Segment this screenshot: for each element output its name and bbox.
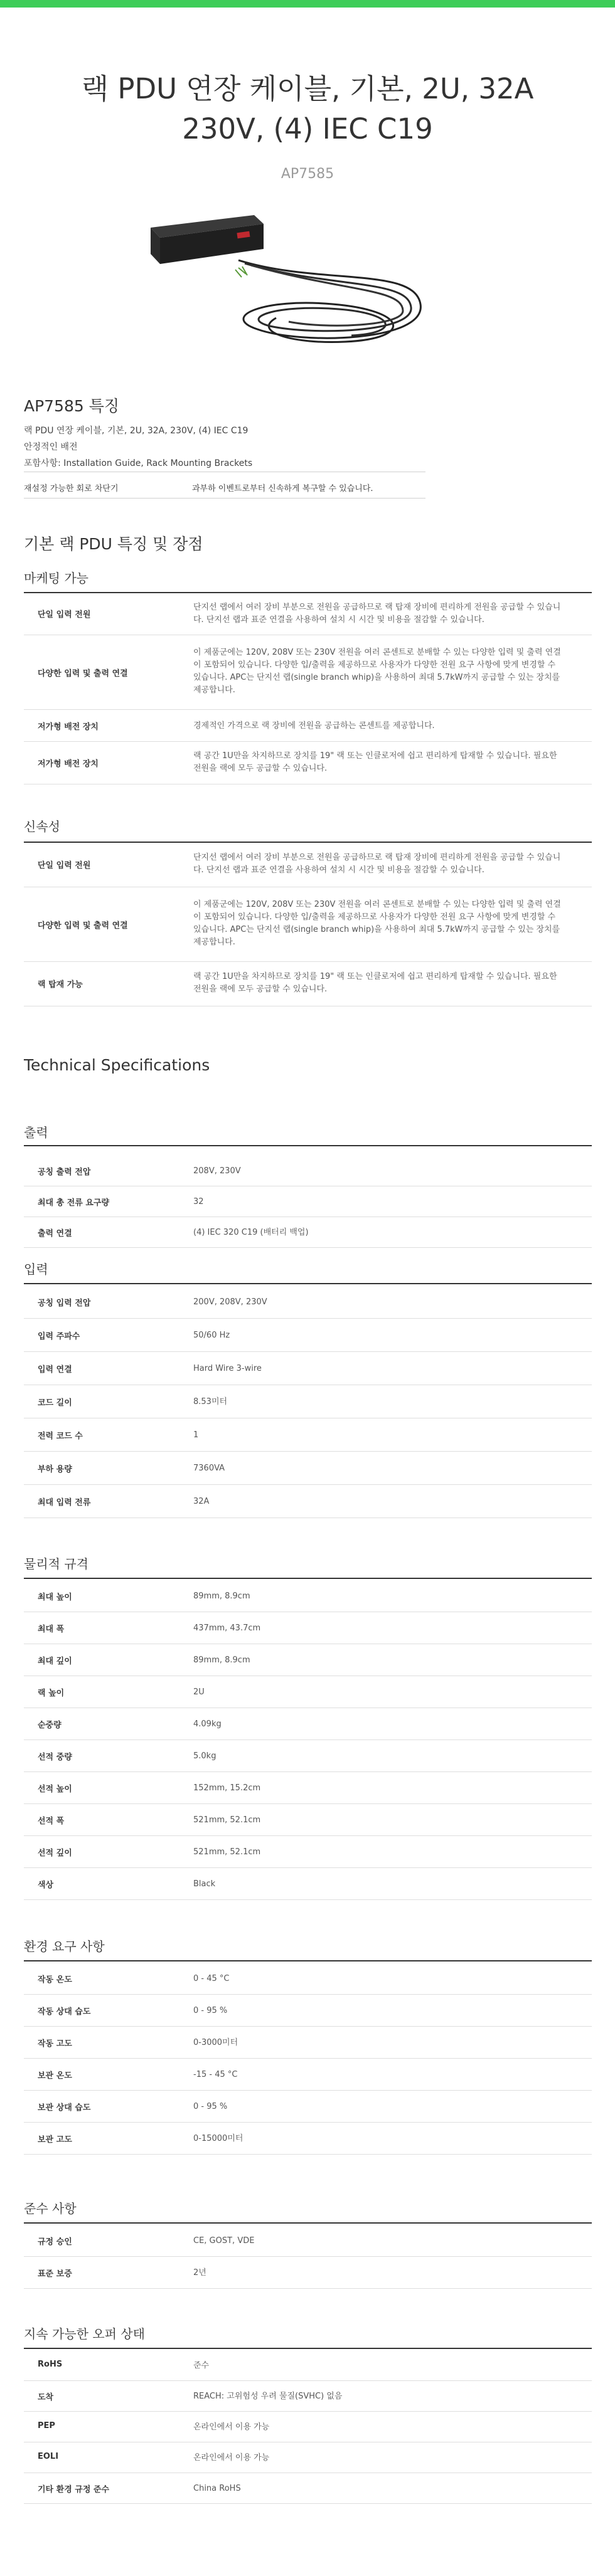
table-row: 선적 깊이 521mm, 52.1cm	[24, 1836, 592, 1868]
table-row: 다양한 입력 및 출력 연결 이 제품군에는 120V, 208V 또는 230V 전원을 여러 콘센트로 분배할 수 있는 다양한 입력 및 출력 연결이 포함되어 있습니다. 다양한 입/출력을 제공하므로 사용자가 다양한 전원 요구 사항에 맞게 변경할 수 있습니다. APC는 단지선 랩(single branch whip)을 사용하여 최대 5.7kW까지 공급할 수 있는 장치를 제공합니다.	[24, 887, 592, 962]
table-row: 랙 높이 2U	[24, 1676, 592, 1708]
table-row: EOLI 온라인에서 이용 가능	[24, 2442, 592, 2473]
table-row: RoHS 준수	[24, 2350, 592, 2381]
table-row: 표준 보증 2년	[24, 2257, 592, 2289]
section-rule	[24, 1960, 592, 1961]
table-row: 선적 중량 5.0kg	[24, 1740, 592, 1772]
top-accent-bar	[0, 0, 615, 8]
sustainable-heading: 지속 가능한 오퍼 상태	[24, 2326, 145, 2341]
section-rule	[24, 2222, 592, 2224]
table-row: 저가형 배전 장치 랙 공간 1U만을 차지하므로 장치를 19" 랙 또는 인클로저에 쉽고 편리하게 탑재할 수 있습니다. 필요한 전원을 랙에 모두 공급할 수 있습니다.	[24, 742, 592, 784]
table-row: 단일 입력 전원 단지선 랩에서 여러 장비 부분으로 전원을 공급하므로 랙 탑재 장비에 편리하게 전원을 공급할 수 있습니다. 단지선 랩과 표준 연결을 사용하여 설치 시 시간 및 비용을 절감할 수 있습니다.	[24, 843, 592, 887]
table-row: 공칭 입력 전압 200V, 208V, 230V	[24, 1285, 592, 1319]
table-row: 순중량 4.09kg	[24, 1708, 592, 1740]
table-row: 최대 깊이 89mm, 8.9cm	[24, 1644, 592, 1676]
table-row: 기타 환경 규정 준수 China RoHS	[24, 2473, 592, 2504]
table-row: 선적 폭 521mm, 52.1cm	[24, 1804, 592, 1836]
features-heading: AP7585 특징	[24, 397, 120, 415]
table-row: 선적 높이 152mm, 15.2cm	[24, 1772, 592, 1804]
table-row: 작동 상대 습도 0 - 95 %	[24, 1995, 592, 2027]
table-row: 보관 온도 -15 - 45 °C	[24, 2059, 592, 2091]
specs-heading: Technical Specifications	[24, 1056, 210, 1074]
table-row: 입력 주파수 50/60 Hz	[24, 1319, 592, 1352]
feature-line: 랙 PDU 연장 케이블, 기본, 2U, 32A, 230V, (4) IEC C19	[24, 426, 249, 436]
benefits-heading: 기본 랙 PDU 특징 및 장점	[24, 535, 203, 553]
table-row: 최대 총 전류 요구량 32	[24, 1186, 592, 1217]
table-row: 색상 Black	[24, 1868, 592, 1900]
table-row: 최대 높이 89mm, 8.9cm	[24, 1580, 592, 1612]
table-row: 규정 승인 CE, GOST, VDE	[24, 2225, 592, 2257]
table-row: 부하 용량 7360VA	[24, 1452, 592, 1485]
table-row: 입력 연결 Hard Wire 3-wire	[24, 1352, 592, 1385]
table-row: PEP 온라인에서 이용 가능	[24, 2412, 592, 2442]
table-row: 작동 온도 0 - 45 °C	[24, 1963, 592, 1995]
table-row: 저가형 배전 장치 경제적인 가격으로 랙 장비에 전원을 공급하는 콘센트를 제공합니다.	[24, 710, 592, 742]
table-row: 공칭 출력 전압 208V, 230V	[24, 1156, 592, 1186]
conformance-heading: 준수 사항	[24, 2201, 77, 2216]
table-row: 도착 REACH: 고위험성 우려 물질(SVHC) 없음	[24, 2381, 592, 2412]
table-row: 다양한 입력 및 출력 연결 이 제품군에는 120V, 208V 또는 230V 전원을 여러 콘센트로 분배할 수 있는 다양한 입력 및 출력 연결이 포함되어 있습니다. 다양한 입/출력을 제공하므로 사용자가 다양한 전원 요구 사항에 맞게 변경할 수 있습니다. APC는 단지선 랩(single branch whip)을 사용하여 최대 5.7kW까지 공급할 수 있는 장치를 제공합니다.	[24, 635, 592, 710]
environment-heading: 환경 요구 사항	[24, 1939, 105, 1954]
table-row: 작동 고도 0-3000미터	[24, 2027, 592, 2059]
section-rule	[24, 1145, 592, 1146]
feature-line: 포함사항: Installation Guide, Rack Mounting Brackets	[24, 458, 253, 468]
marketing-heading: 마케팅 가능	[24, 571, 88, 586]
section-rule	[24, 1283, 592, 1284]
section-rule	[24, 1578, 592, 1579]
page-title: 랙 PDU 연장 케이블, 기본, 2U, 32A 230V, (4) IEC C19	[81, 72, 534, 145]
table-row: 전력 코드 수 1	[24, 1418, 592, 1452]
table-row: 단일 입력 전원 단지선 랩에서 여러 장비 부분으로 전원을 공급하므로 랙 탑재 장비에 편리하게 전원을 공급할 수 있습니다. 단지선 랩과 표준 연결을 사용하여 설치 시 시간 및 비용을 절감할 수 있습니다.	[24, 593, 592, 635]
output-heading: 출력	[24, 1125, 48, 1140]
reliability-heading: 신속성	[24, 819, 60, 834]
product-sku: AP7585	[281, 166, 334, 182]
physical-heading: 물리적 규격	[24, 1556, 88, 1571]
table-row: 최대 폭 437mm, 43.7cm	[24, 1612, 592, 1644]
table-row: 랙 탑재 가능 랙 공간 1U만을 차지하므로 장치를 19" 랙 또는 인클로저에 쉽고 편리하게 탑재할 수 있습니다. 필요한 전원을 랙에 모두 공급할 수 있습니다.	[24, 962, 592, 1006]
product-image	[144, 210, 471, 354]
table-row: 코드 길이 8.53미터	[24, 1385, 592, 1418]
feature-line: 안정적인 배전	[24, 442, 78, 452]
table-row: 보관 상대 습도 0 - 95 %	[24, 2091, 592, 2123]
feature-kv-row: 재설정 가능한 회로 차단기 과부하 이벤트로부터 신속하게 복구할 수 있습니다.	[24, 477, 425, 499]
section-rule	[24, 2348, 592, 2349]
table-row: 보관 고도 0-15000미터	[24, 2123, 592, 2155]
table-row: 최대 입력 전류 32A	[24, 1485, 592, 1518]
table-row: 출력 연결 (4) IEC 320 C19 (배터리 백업)	[24, 1217, 592, 1248]
input-heading: 입력	[24, 1262, 48, 1277]
